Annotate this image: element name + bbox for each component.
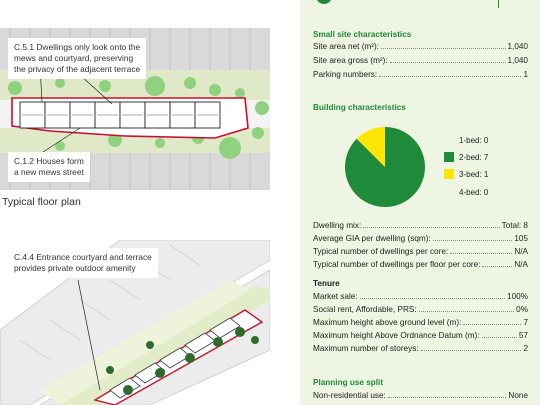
callout-privacy-line: mews and courtyard, preserving (14, 53, 134, 63)
row-label: Site area gross (m²): (313, 56, 388, 65)
row-label: Dwelling mix: (313, 221, 362, 230)
callout-courtyard (8, 248, 158, 278)
row-label: Market sale: (313, 292, 358, 301)
legend-2-bed (444, 152, 488, 162)
callout-privacy-line: the privacy of the adjacent terrace (14, 64, 141, 74)
parking-row (313, 70, 528, 80)
planning-title: Planning use split (313, 378, 384, 387)
building-title: Building characteristics (313, 103, 406, 112)
site-area-net-row (313, 42, 528, 52)
max-storeys-row (313, 344, 528, 354)
data-panel (300, 0, 540, 405)
average-gia-row (313, 234, 528, 244)
legend-swatch (444, 169, 454, 179)
header-divider (498, 0, 499, 8)
legend-label: 1-bed: 0 (459, 135, 489, 145)
dwellings-per-core-row (313, 247, 528, 257)
legend-3-bed (444, 169, 488, 179)
legend-label: 4-bed: 0 (459, 187, 489, 197)
market-sale-row (313, 292, 528, 302)
callout-mews-line: a new mews street (14, 167, 84, 177)
site-area-gross-row (313, 56, 528, 66)
callout-courtyard-line: C.4.4 Entrance courtyard and terrace (14, 252, 152, 262)
legend-1-bed (444, 135, 488, 145)
row-value: 105 (514, 234, 528, 243)
row-value: 1,040 (507, 56, 528, 65)
small-site-title: Small site characteristics (313, 30, 412, 39)
dwellings-per-floor-row (313, 260, 528, 270)
max-height-ground-row (313, 318, 528, 328)
legend-swatch (444, 152, 454, 162)
row-label: Maximum height above ground level (m): (313, 318, 462, 327)
row-value: 100% (507, 292, 528, 301)
legend-label: 3-bed: 1 (459, 169, 489, 179)
dwelling-mix-pie-chart (340, 122, 430, 212)
row-value: Total: 8 (501, 221, 528, 230)
row-value: 57 (518, 331, 528, 340)
row-label: Maximum height Above Ordnance Datum (m): (313, 331, 480, 340)
row-label: Average GIA per dwelling (sqm): (313, 234, 431, 243)
site-logo-icon (314, 0, 334, 10)
row-value: 1 (523, 70, 528, 79)
row-label: Social rent, Affordable, PRS: (313, 305, 417, 314)
row-label: Typical number of dwellings per floor per core: (313, 260, 481, 269)
dwelling-mix-row (313, 221, 528, 231)
max-height-aod-row (313, 331, 528, 341)
row-value: 1,040 (507, 42, 528, 51)
row-label: Non-residential use: (313, 391, 386, 400)
callout-mews-line: C.1.2 Houses form (14, 156, 84, 166)
row-value: N/A (514, 260, 528, 269)
callout-mews (8, 152, 90, 182)
tenure-title: Tenure (313, 279, 340, 288)
row-value: N/A (514, 247, 528, 256)
row-label: Maximum number of storeys: (313, 344, 419, 353)
row-value: None (508, 391, 528, 400)
legend-label: 2-bed: 7 (459, 152, 489, 162)
row-label: Typical number of dwellings per core: (313, 247, 449, 256)
row-value: 7 (523, 318, 528, 327)
callout-courtyard-line: provides private outdoor amenity (14, 263, 136, 273)
non-residential-row (313, 391, 528, 401)
callout-privacy (8, 38, 146, 79)
callout-privacy-line: C.5.1 Dwellings only look onto the (14, 42, 141, 52)
row-value: 2 (523, 344, 528, 353)
social-rent-row (313, 305, 528, 315)
legend-4-bed (444, 187, 488, 197)
row-label: Parking numbers: (313, 70, 378, 79)
row-value: 0% (516, 305, 528, 314)
row-label: Site area net (m²): (313, 42, 379, 51)
plan-caption: Typical floor plan (2, 196, 81, 208)
